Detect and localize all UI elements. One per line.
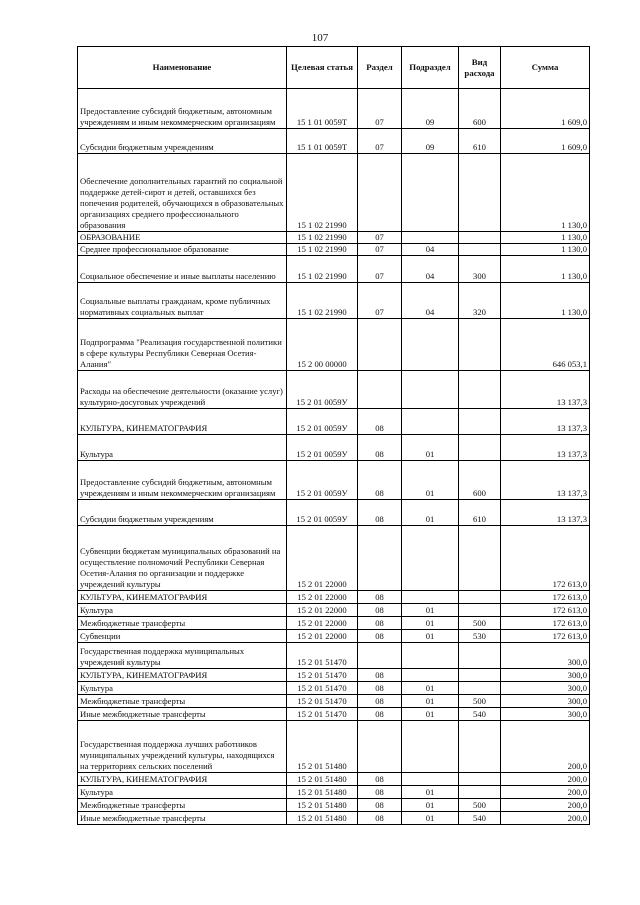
row-target: 15 2 01 51470 xyxy=(287,682,358,695)
row-name: Предоставление субсидий бюджетным, автономным учреждениям и иным некоммерческим организациям xyxy=(78,89,287,129)
row-subsection: 04 xyxy=(402,244,459,256)
row-sum: 300,0 xyxy=(501,643,590,669)
row-section: 08 xyxy=(358,799,402,812)
row-section: 08 xyxy=(358,630,402,643)
row-subsection xyxy=(402,319,459,371)
table-row xyxy=(78,591,590,604)
row-subsection: 01 xyxy=(402,695,459,708)
row-section: 07 xyxy=(358,256,402,283)
row-sum: 300,0 xyxy=(501,695,590,708)
row-subsection: 04 xyxy=(402,283,459,319)
row-sum: 1 609,0 xyxy=(501,89,590,129)
table-row xyxy=(78,409,590,435)
row-sum: 1 130,0 xyxy=(501,154,590,232)
row-target: 15 2 01 22000 xyxy=(287,617,358,630)
row-target: 15 2 01 22000 xyxy=(287,630,358,643)
row-expense-type xyxy=(459,773,501,786)
row-section xyxy=(358,371,402,409)
table-row xyxy=(78,682,590,695)
row-name: КУЛЬТУРА, КИНЕМАТОГРАФИЯ xyxy=(78,669,287,682)
row-expense-type xyxy=(459,526,501,591)
row-target: 15 2 01 0059У xyxy=(287,371,358,409)
row-expense-type xyxy=(459,371,501,409)
table-row xyxy=(78,435,590,461)
row-target: 15 1 02 21990 xyxy=(287,283,358,319)
table-row xyxy=(78,812,590,825)
table-row xyxy=(78,799,590,812)
row-expense-type xyxy=(459,154,501,232)
row-section: 07 xyxy=(358,129,402,154)
row-sum: 172 613,0 xyxy=(501,630,590,643)
row-subsection: 01 xyxy=(402,435,459,461)
row-subsection: 01 xyxy=(402,500,459,526)
row-section xyxy=(358,721,402,773)
table-row xyxy=(78,283,590,319)
row-subsection xyxy=(402,669,459,682)
row-target: 15 1 02 21990 xyxy=(287,256,358,283)
table-row xyxy=(78,129,590,154)
row-target: 15 1 01 0059Т xyxy=(287,89,358,129)
row-sum: 13 137,3 xyxy=(501,409,590,435)
row-section: 08 xyxy=(358,435,402,461)
row-name: Культура xyxy=(78,786,287,799)
header-sum: Сумма xyxy=(501,47,590,89)
row-name: Культура xyxy=(78,435,287,461)
row-subsection: 01 xyxy=(402,461,459,500)
row-expense-type: 600 xyxy=(459,89,501,129)
row-sum: 200,0 xyxy=(501,799,590,812)
row-expense-type: 500 xyxy=(459,695,501,708)
row-subsection: 04 xyxy=(402,256,459,283)
page-number: 107 xyxy=(311,32,329,44)
row-section: 08 xyxy=(358,500,402,526)
row-expense-type: 500 xyxy=(459,799,501,812)
row-section: 07 xyxy=(358,283,402,319)
row-target: 15 1 02 21990 xyxy=(287,232,358,244)
row-expense-type xyxy=(459,786,501,799)
row-expense-type: 610 xyxy=(459,500,501,526)
row-target: 15 2 01 0059У xyxy=(287,435,358,461)
row-section: 07 xyxy=(358,232,402,244)
row-expense-type xyxy=(459,591,501,604)
row-section: 08 xyxy=(358,604,402,617)
row-subsection xyxy=(402,409,459,435)
budget-table xyxy=(77,46,590,825)
row-expense-type xyxy=(459,319,501,371)
row-target: 15 1 02 21990 xyxy=(287,244,358,256)
row-target: 15 2 01 22000 xyxy=(287,591,358,604)
row-target: 15 2 01 51470 xyxy=(287,695,358,708)
row-section: 08 xyxy=(358,617,402,630)
row-name: Субвенции xyxy=(78,630,287,643)
row-sum: 1 130,0 xyxy=(501,232,590,244)
row-expense-type: 320 xyxy=(459,283,501,319)
row-name: Культура xyxy=(78,604,287,617)
table-row xyxy=(78,244,590,256)
row-subsection: 09 xyxy=(402,89,459,129)
row-target: 15 2 01 51480 xyxy=(287,799,358,812)
row-name: Предоставление субсидий бюджетным, автономным учреждениям и иным некоммерческим организациям xyxy=(78,461,287,500)
table-row xyxy=(78,630,590,643)
table-row xyxy=(78,526,590,591)
row-expense-type xyxy=(459,669,501,682)
row-section: 08 xyxy=(358,786,402,799)
row-name: КУЛЬТУРА, КИНЕМАТОГРАФИЯ xyxy=(78,773,287,786)
row-expense-type: 500 xyxy=(459,617,501,630)
row-expense-type xyxy=(459,682,501,695)
row-name: Среднее профессиональное образование xyxy=(78,244,287,256)
row-target: 15 2 01 51470 xyxy=(287,669,358,682)
row-sum: 1 130,0 xyxy=(501,283,590,319)
row-name: Субвенции бюджетам муниципальных образований на осуществление полномочий Республики Северная Осетия-Алания по организации и поддержке учреждений культуры xyxy=(78,526,287,591)
row-sum: 172 613,0 xyxy=(501,591,590,604)
row-subsection xyxy=(402,154,459,232)
row-target: 15 2 01 0059У xyxy=(287,500,358,526)
row-name: Субсидии бюджетным учреждениям xyxy=(78,500,287,526)
row-sum: 172 613,0 xyxy=(501,617,590,630)
header-subsection: Подраздел xyxy=(402,47,459,89)
header-section: Раздел xyxy=(358,47,402,89)
row-subsection: 01 xyxy=(402,630,459,643)
row-section: 08 xyxy=(358,591,402,604)
row-sum: 172 613,0 xyxy=(501,604,590,617)
row-sum: 200,0 xyxy=(501,812,590,825)
table-row xyxy=(78,695,590,708)
row-sum: 200,0 xyxy=(501,773,590,786)
row-name: Иные межбюджетные трансферты xyxy=(78,812,287,825)
row-target: 15 2 01 51470 xyxy=(287,643,358,669)
table-row xyxy=(78,617,590,630)
row-name: Культура xyxy=(78,682,287,695)
table-row xyxy=(78,721,590,773)
row-sum: 13 137,3 xyxy=(501,435,590,461)
row-expense-type: 530 xyxy=(459,630,501,643)
row-name: Межбюджетные трансферты xyxy=(78,617,287,630)
table-row xyxy=(78,89,590,129)
row-expense-type: 300 xyxy=(459,256,501,283)
row-section: 08 xyxy=(358,409,402,435)
row-name: Субсидии бюджетным учреждениям xyxy=(78,129,287,154)
row-name: Социальное обеспечение и иные выплаты населению xyxy=(78,256,287,283)
table-row xyxy=(78,773,590,786)
row-name: Обеспечение дополнительных гарантий по социальной поддержке детей-сирот и детей, оставшихся без попечения родителей, обучающихся в образовательных организациях среднего профессионального образования xyxy=(78,154,287,232)
row-sum: 1 130,0 xyxy=(501,244,590,256)
table-row xyxy=(78,232,590,244)
row-expense-type: 610 xyxy=(459,129,501,154)
row-target: 15 2 00 00000 xyxy=(287,319,358,371)
row-expense-type: 600 xyxy=(459,461,501,500)
row-sum: 300,0 xyxy=(501,682,590,695)
table-row xyxy=(78,154,590,232)
row-target: 15 2 01 22000 xyxy=(287,526,358,591)
table-row xyxy=(78,319,590,371)
row-section: 08 xyxy=(358,812,402,825)
row-section: 07 xyxy=(358,89,402,129)
row-sum: 300,0 xyxy=(501,708,590,721)
table-row xyxy=(78,371,590,409)
row-target: 15 2 01 51480 xyxy=(287,812,358,825)
row-expense-type xyxy=(459,409,501,435)
row-sum: 1 609,0 xyxy=(501,129,590,154)
row-section xyxy=(358,319,402,371)
row-subsection xyxy=(402,643,459,669)
table-row xyxy=(78,500,590,526)
row-target: 15 2 01 0059У xyxy=(287,409,358,435)
row-subsection: 01 xyxy=(402,682,459,695)
row-subsection xyxy=(402,371,459,409)
row-sum: 646 053,1 xyxy=(501,319,590,371)
row-expense-type xyxy=(459,232,501,244)
row-name: Социальные выплаты гражданам, кроме публичных нормативных социальных выплат xyxy=(78,283,287,319)
row-subsection xyxy=(402,773,459,786)
row-sum: 13 137,3 xyxy=(501,371,590,409)
row-sum: 172 613,0 xyxy=(501,526,590,591)
row-sum: 200,0 xyxy=(501,786,590,799)
row-name: Иные межбюджетные трансферты xyxy=(78,708,287,721)
row-section: 08 xyxy=(358,773,402,786)
row-target: 15 2 01 22000 xyxy=(287,604,358,617)
row-expense-type xyxy=(459,435,501,461)
table-row xyxy=(78,669,590,682)
row-target: 15 2 01 51470 xyxy=(287,708,358,721)
row-name: КУЛЬТУРА, КИНЕМАТОГРАФИЯ xyxy=(78,409,287,435)
row-name: ОБРАЗОВАНИЕ xyxy=(78,232,287,244)
table-row xyxy=(78,643,590,669)
row-section: 07 xyxy=(358,244,402,256)
row-subsection: 01 xyxy=(402,799,459,812)
row-target: 15 2 01 0059У xyxy=(287,461,358,500)
row-name: КУЛЬТУРА, КИНЕМАТОГРАФИЯ xyxy=(78,591,287,604)
header-expense-type: Вид расхода xyxy=(459,47,501,89)
row-target: 15 1 02 21990 xyxy=(287,154,358,232)
row-name: Государственная поддержка лучших работников муниципальных учреждений культуры, находящихся на территориях сельских поселений xyxy=(78,721,287,773)
row-expense-type: 540 xyxy=(459,708,501,721)
row-subsection: 01 xyxy=(402,708,459,721)
row-subsection: 01 xyxy=(402,812,459,825)
row-expense-type: 540 xyxy=(459,812,501,825)
row-target: 15 2 01 51480 xyxy=(287,773,358,786)
row-subsection: 01 xyxy=(402,604,459,617)
table-row xyxy=(78,786,590,799)
header-name: Наименование xyxy=(78,47,287,89)
row-subsection xyxy=(402,526,459,591)
table-row xyxy=(78,708,590,721)
row-section: 08 xyxy=(358,461,402,500)
row-name: Межбюджетные трансферты xyxy=(78,695,287,708)
row-target: 15 2 01 51480 xyxy=(287,786,358,799)
row-sum: 13 137,3 xyxy=(501,461,590,500)
row-subsection: 09 xyxy=(402,129,459,154)
header-target: Целевая статья xyxy=(287,47,358,89)
row-subsection xyxy=(402,591,459,604)
row-target: 15 2 01 51480 xyxy=(287,721,358,773)
row-expense-type xyxy=(459,604,501,617)
table-row xyxy=(78,256,590,283)
table-body xyxy=(78,89,590,825)
row-expense-type xyxy=(459,721,501,773)
row-target: 15 1 01 0059Т xyxy=(287,129,358,154)
row-section: 08 xyxy=(358,669,402,682)
row-subsection: 01 xyxy=(402,617,459,630)
row-name: Государственная поддержка муниципальных учреждений культуры xyxy=(78,643,287,669)
row-section: 08 xyxy=(358,708,402,721)
table-row xyxy=(78,604,590,617)
row-sum: 300,0 xyxy=(501,669,590,682)
row-section: 08 xyxy=(358,695,402,708)
row-sum: 200,0 xyxy=(501,721,590,773)
row-subsection: 01 xyxy=(402,786,459,799)
row-section xyxy=(358,154,402,232)
row-sum: 13 137,3 xyxy=(501,500,590,526)
row-subsection xyxy=(402,721,459,773)
row-name: Подпрограмма "Реализация государственной политики в сфере культуры Республики Северная Осетия-Алания" xyxy=(78,319,287,371)
row-expense-type xyxy=(459,244,501,256)
row-expense-type xyxy=(459,643,501,669)
row-subsection xyxy=(402,232,459,244)
row-section xyxy=(358,643,402,669)
row-section: 08 xyxy=(358,682,402,695)
row-name: Межбюджетные трансферты xyxy=(78,799,287,812)
table-row xyxy=(78,461,590,500)
table-header-row xyxy=(78,47,590,89)
row-name: Расходы на обеспечение деятельности (оказание услуг) культурно-досуговых учреждений xyxy=(78,371,287,409)
row-section xyxy=(358,526,402,591)
row-sum: 1 130,0 xyxy=(501,256,590,283)
